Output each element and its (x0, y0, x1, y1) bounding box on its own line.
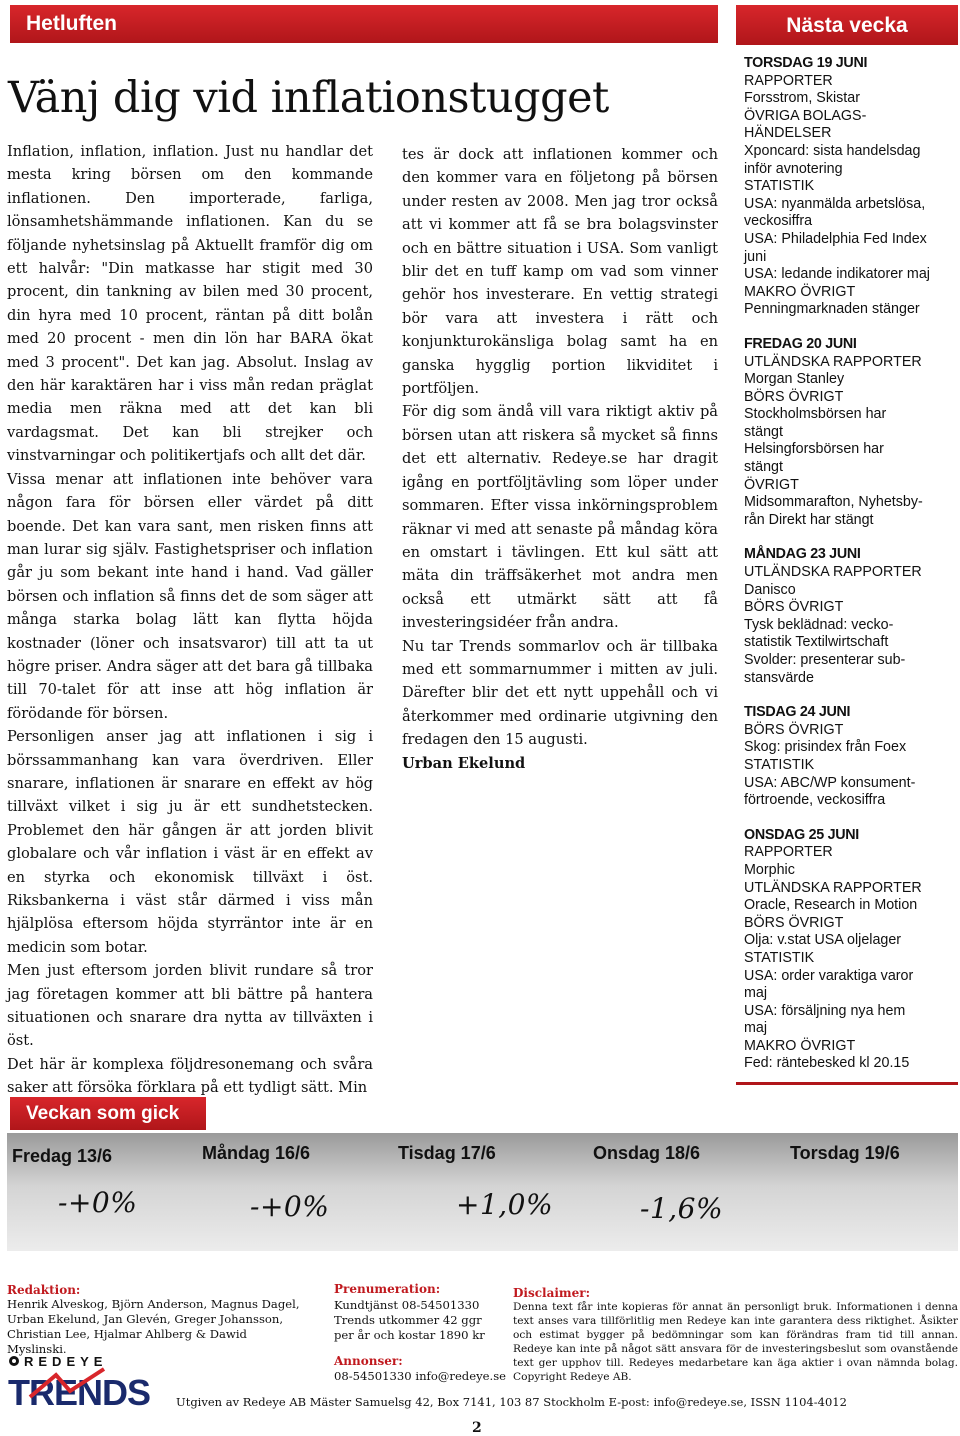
schedule-entry: BÖRS ÖVRIGT (744, 914, 844, 931)
schedule-entry: Fed: räntebesked kl 20.15 (744, 1055, 910, 1072)
section-header-bar (10, 5, 718, 43)
paragraph: Personligen anser jag att inflationen i sig i börssammanhang kan vara överdriven. Eller snarare, inflationen är snarare en effekt av hög tillväxt vilket i sig ju är ett sundhetstecken. Problemet den här gången är att jorden blivit globalare och vår inflation i väst är en effekt av en styrka och ekonomisk tillväxt i öst. Riksbankerna i väst står därmed i viss mån hjälplösa eftersom höjda styrräntor inte är en medicin som botar. (7, 728, 373, 956)
schedule-entry: USA: försäljning nya hem (744, 1002, 906, 1019)
annonser-text: 08-54501330 info@redeye.se (334, 1369, 506, 1383)
sidebar-divider (736, 1082, 958, 1085)
schedule-entry: HÄNDELSER (744, 125, 832, 142)
week-title: Veckan som gick (26, 1103, 180, 1124)
sidebar-title: Nästa vecka (786, 14, 908, 37)
schedule-day (744, 704, 958, 810)
schedule-entry: UTLÄNDSKA RAPPORTER (744, 353, 922, 370)
schedule-entry: maj (744, 985, 768, 1002)
schedule-entry: förtroende, veckosiffra (744, 792, 886, 809)
schedule-entry: RAPPORTER (744, 844, 833, 861)
prenumeration-line: Kundtjänst 08-54501330 (334, 1298, 480, 1312)
schedule-day-title: TORSDAG 19 JUNI (744, 55, 868, 71)
prenumeration-label: Prenumeration: (334, 1282, 441, 1296)
week-day-change: -+0% (250, 1190, 330, 1223)
schedule-entry: veckosiffra (744, 213, 813, 230)
section-label: Hetluften (26, 12, 117, 35)
schedule-entry: stängt (744, 423, 783, 440)
week-day-label: Tisdag 17/6 (398, 1143, 496, 1163)
logo-mark-icon (8, 1353, 168, 1413)
schedule-entry: rån Direkt har stängt (744, 511, 874, 528)
sidebar-header-bar (736, 5, 958, 45)
schedule-entry: statistik Textilwirtschaft (744, 634, 889, 651)
publisher-line: Utgiven av Redeye AB Mäster Samuelsg 42, Box 7141, 103 87 Stockholm E-post: info@redeye.se, ISSN 1104-4012 (176, 1395, 847, 1409)
article-column-2 (402, 143, 718, 775)
schedule-entry: Xponcard: sista handelsdag (744, 142, 921, 159)
schedule-entry: Morphic (744, 861, 795, 878)
schedule-entry: stängt (744, 459, 783, 476)
schedule-entry: inför avnotering (744, 160, 843, 177)
week-day-change: -1,6% (640, 1192, 724, 1225)
paragraph: Det här är komplexa följdresonemang och svåra saker att försöka förklara på ett tydligt sätt. Min (7, 1055, 373, 1097)
paragraph: Vissa menar att inflationen inte behöver vara någon fara för börsen eller värdet på ditt boende. Det kan vara sant, men risken finns att man lurar sig själv. Fastighetspriser och inflation går ju som bekant inte hand i hand. Vad gäller börsen och inflation så finns det de som säger att många starka bolag lätt kan flytta höjda kostnader (löner och insatsvaror) till att ta ut högre priser. Andra säger att det bara gå tillbaka till 70-talet för att inse att hög inflation är förödande för börsen. (7, 470, 373, 722)
schedule-entry: MAKRO ÖVRIGT (744, 1037, 856, 1054)
annonser-label: Annonser: (334, 1354, 403, 1368)
paragraph: tes är dock att inflationen kommer och den kommer vara en följetong på börsen under resten av 2008. Men jag tror också att vi kommer att få se bra bolagsvinster och en bättre situation i USA. Som vanligt blir det en tuff kamp om vad som vinner gehör hos investerare. En vettig strategi bör vara att investera i rätt och konjunkturokänsliga bolag samt ha en ganska hygglig portion likviditet i portföljen. (402, 146, 718, 398)
article-column-1 (7, 140, 373, 1100)
redaktion-label: Redaktion: (7, 1283, 81, 1297)
schedule-entry: BÖRS ÖVRIGT (744, 388, 844, 405)
week-header-bar (10, 1097, 206, 1130)
prenumeration-line: Trends utkommer 42 ggr (334, 1313, 482, 1327)
schedule-entry: Helsingforsbörsen har (744, 441, 884, 458)
schedule-entry: Midsommarafton, Nyhetsby- (744, 494, 923, 511)
schedule-day-title: MÅNDAG 23 JUNI (744, 546, 861, 563)
schedule-entry: UTLÄNDSKA RAPPORTER (744, 879, 922, 896)
disclaimer-text: Denna text får inte kopieras för annat än personligt bruk. Informationen i denna text anses vara tillförlitlig men Redeye kan inte garantera dess riktighet. Åsikter och estimat bygger på bedömningar som kan förändras fram tid till annan. Redeye kan inte på något sätt ansvara för de investeringsbeslut som ovanstående text ger upphov till. Redeyes medarbetare kan äga aktier i ovan nämnda bolag. Copyright Redeye AB. (513, 1301, 958, 1383)
page-number: 2 (472, 1420, 482, 1436)
schedule-entry: Danisco (744, 581, 796, 598)
schedule-day (744, 55, 958, 319)
redaktion-text: Henrik Alveskog, Björn Anderson, Magnus Dagel, Urban Ekelund, Jan Glevén, Greger Johansson, Christian Lee, Hjalmar Ahlberg & Dawid Myslinski. (7, 1297, 300, 1356)
schedule-entry: STATISTIK (744, 756, 815, 773)
prenumeration-line: per år och kostar 1890 kr (334, 1328, 485, 1342)
schedule-entry: Penningmarknaden stänger (744, 301, 920, 318)
schedule-entry: maj (744, 1020, 768, 1037)
paragraph: För dig som ändå vill vara riktigt aktiv på börsen utan att riskera så mycket så finns det ett alternativ. Redeye.se har dragit igång en portföljtävling som löper under sommaren. Efter vissa inkörningsproblem räknar vi med att senaste på måndag köra en omstart i tävlingen. Ett kul sätt att mäta din träffsäkerhet mot andra men också ett utmärkt sätt att få investeringsidéer från andra. (402, 403, 718, 632)
week-day-label: Måndag 16/6 (202, 1143, 311, 1163)
disclaimer-label: Disclaimer: (513, 1286, 591, 1300)
schedule-day-title: FREDAG 20 JUNI (744, 335, 857, 352)
schedule-entry: USA: Philadelphia Fed Index (744, 230, 927, 247)
schedule-entry: juni (744, 248, 767, 265)
schedule-entry: ÖVRIGA BOLAGS- (744, 107, 867, 124)
schedule-entry: Tysk beklädnad: vecko- (744, 616, 894, 633)
schedule-entry: BÖRS ÖVRIGT (744, 599, 844, 616)
paragraph: Nu tar Trends sommarlov och är tillbaka med ett sommarnummer i mitten av juli. Därefter blir det ett nytt uppehåll och vi återkommer med ordinarie utgivning den fredagen den 15 augusti. (402, 637, 718, 749)
week-day-change: -+0% (58, 1186, 138, 1219)
schedule-entry: STATISTIK (744, 949, 815, 966)
schedule-day (744, 336, 958, 530)
next-week-schedule (744, 55, 958, 1090)
schedule-entry: Skog: prisindex från Foex (744, 739, 907, 756)
schedule-entry: Forsstrom, Skistar (744, 90, 860, 107)
schedule-entry: UTLÄNDSKA RAPPORTER (744, 564, 922, 581)
schedule-entry: Stockholmsbörsen har (744, 406, 887, 423)
schedule-day (744, 546, 958, 687)
redeye-trends-logo (8, 1353, 168, 1413)
schedule-day (744, 827, 958, 1073)
week-day-label: Torsdag 19/6 (790, 1143, 900, 1163)
week-day-change: +1,0% (456, 1188, 554, 1221)
logo-top-text: REDEYE (24, 1354, 108, 1369)
schedule-entry: MAKRO ÖVRIGT (744, 283, 856, 300)
schedule-entry: stansvärde (744, 669, 814, 686)
week-day-label: Fredag 13/6 (12, 1146, 113, 1166)
article-headline: Vänj dig vid inflationstugget (8, 73, 609, 123)
schedule-entry: Morgan Stanley (744, 371, 845, 388)
schedule-entry: Svolder: presenterar sub- (744, 652, 906, 668)
schedule-entry: USA: ABC/WP konsument- (744, 774, 916, 791)
schedule-entry: BÖRS ÖVRIGT (744, 721, 844, 738)
article-signature: Urban Ekelund (402, 754, 526, 772)
schedule-entry: ÖVRIGT (744, 476, 799, 493)
schedule-entry: STATISTIK (744, 178, 815, 195)
schedule-day-title: ONSDAG 25 JUNI (744, 826, 859, 843)
week-day-label: Onsdag 18/6 (593, 1143, 701, 1163)
schedule-entry: USA: order varaktiga varor (744, 967, 914, 984)
schedule-entry: RAPPORTER (744, 72, 833, 89)
paragraph: Inflation, inflation, inflation. Just nu handlar det mesta kring börsen om den kommande inflationen. Den importerade, farliga, lönsamhetshämmande inflationen. Kan du se följande nyhetsinslag på Aktuellt framför dig om ett halvår: "Din matkasse har stigit med 30 procent, din tankning av bilen med 30 procent, din hyra med 10 procent, räntan på ditt bolån med 20 procent - men din lön har BARA ökat med 3 procent". Det kan jag. Absolut. Inslag av den här karaktären har i viss mån redan präglat media men räkna med att det kan bli vardagsmat. Det kan bli strejker och vinstvarningar och politikertjafs och allt det där. (7, 143, 373, 465)
schedule-day-title: TISDAG 24 JUNI (744, 704, 851, 721)
paragraph: Men just eftersom jorden blivit rundare så tror jag företagen kommer att bli bättre på hantera situationen och snarare dra nytta av tillväxten i öst. (7, 962, 373, 1050)
schedule-entry: USA: ledande indikatorer maj (744, 266, 930, 283)
schedule-entry: Olja: v.stat USA oljelager (744, 932, 902, 949)
logo-bottom-text: TRENDS (8, 1372, 151, 1413)
schedule-entry: Oracle, Research in Motion (744, 897, 918, 914)
schedule-entry: USA: nyanmälda arbetslösa, (744, 195, 926, 212)
